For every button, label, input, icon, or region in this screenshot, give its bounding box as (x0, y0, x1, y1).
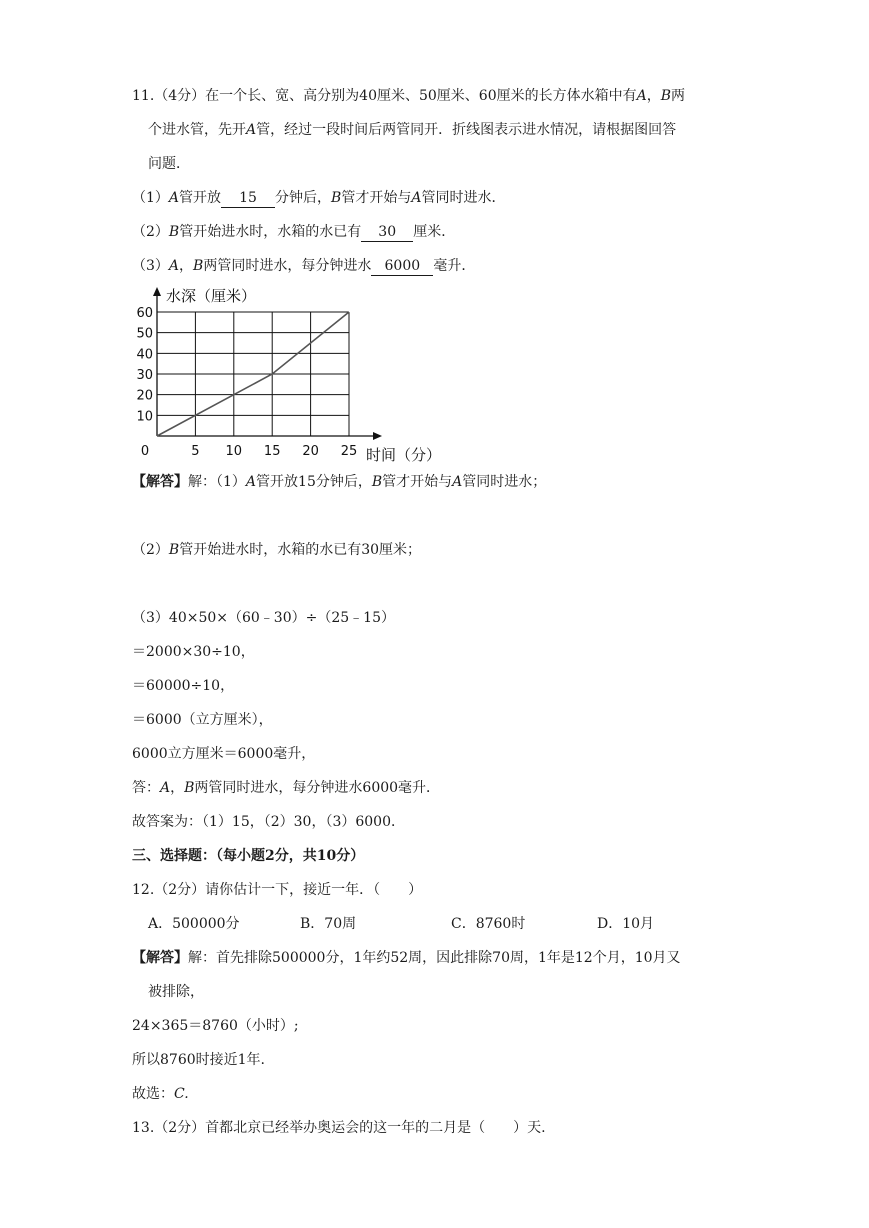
q11-text: 两管同时进水，每分钟进水 (203, 258, 372, 274)
pipe-b-label: B (331, 190, 342, 206)
answer-text: 管开始进水时，水箱的水已有30厘米； (179, 542, 422, 558)
q11-text: 个进水管，先开 (148, 122, 246, 138)
comma: ， (179, 258, 194, 274)
q11-text: 分钟后， (275, 190, 332, 206)
answer-11-line4: ＝2000×30÷10， (132, 644, 255, 660)
x-tick-label: 5 (191, 444, 200, 459)
answer-text: 解：（1） (188, 474, 246, 490)
answer-text: 管才开始与 (382, 474, 453, 490)
x-tick-label: 20 (302, 444, 319, 459)
y-tick-label: 40 (136, 347, 153, 363)
comma: ， (170, 780, 185, 796)
q11-part3 (132, 256, 475, 276)
x-axis-label: 时间（分） (366, 446, 442, 464)
comma: ， (646, 88, 661, 104)
answer-11-line6: ＝6000（立方厘米）， (132, 712, 273, 728)
pipe-a-label: A (245, 474, 257, 490)
pipe-a-label: A (168, 190, 180, 206)
q11-text: 厘米． (413, 224, 456, 240)
q11-text: 管开放 (179, 190, 222, 206)
q11-part1 (132, 188, 505, 208)
q12-option-a: A．500000分 (148, 916, 240, 932)
q12-stem: 12.（2分）请你估计一下，接近一年．（ ） (132, 882, 423, 898)
origin-label: 0 (140, 444, 150, 459)
y-axis-arrow (153, 287, 161, 296)
q13-stem: 13.（2分）首都北京已经举办奥运会的这一年的二月是（ ）天. (132, 1120, 546, 1136)
answer-blank-1: 15 (221, 189, 275, 208)
q11-stem-line2 (148, 120, 676, 140)
x-tick-label: 10 (225, 444, 243, 459)
x-tick-label: 15 (263, 444, 281, 459)
pipe-a-label: A (168, 258, 180, 274)
q11-text: 两 (671, 88, 686, 104)
answer-text: 解：首先排除500000分，1年约52周，因此排除70周，1年是12个月，10月又 (188, 950, 681, 966)
q11-stem-line1 (132, 86, 685, 106)
part-number: （3） (132, 258, 169, 274)
part-number: （1） (132, 190, 169, 206)
q11-text: 管才开始与 (341, 190, 412, 206)
water-depth-line-chart (136, 282, 460, 472)
answer-text: （2） (132, 542, 169, 558)
answer-choice: C. (174, 1086, 189, 1102)
answer-text: 管开放15分钟后， (256, 474, 372, 490)
q11-text: 毫升． (433, 258, 476, 274)
answer-text: 故选： (132, 1086, 174, 1102)
q12-option-c: C．8760时 (451, 916, 526, 932)
x-tick-label: 25 (340, 444, 358, 459)
y-tick-label: 10 (136, 409, 153, 425)
pipe-a-label: A (246, 122, 257, 138)
answer-11-line1 (132, 472, 546, 492)
pipe-b-label: B (184, 780, 195, 796)
y-tick-label: 60 (136, 306, 153, 321)
pipe-b-label: B (168, 224, 180, 240)
q12-option-b: B．70周 (300, 916, 357, 932)
q12-option-d: D．10月 (597, 916, 655, 932)
answer-12-line2: 被排除， (148, 984, 204, 1000)
q11-text: 管，经过一段时间后两管同开．折线图表示进水情况，请根据图回答 (256, 122, 677, 138)
answer-11-line8 (132, 778, 440, 798)
pipe-a-label: A (411, 190, 422, 206)
answer-tag: 【解答】 (132, 474, 188, 490)
part-number: （2） (132, 224, 169, 240)
pipe-b-label: B (168, 542, 180, 558)
y-tick-label: 50 (136, 326, 153, 342)
answer-11-line3: （3）40×50×（60﹣30）÷（25﹣15） (132, 610, 395, 626)
x-axis-arrow (373, 432, 382, 440)
section-heading: 三、选择题：（每小题2分，共10分） (132, 848, 365, 864)
answer-text: 管同时进水； (462, 474, 547, 490)
answer-11-line9: 故答案为：（1）15，（2）30，（3）6000． (132, 814, 405, 830)
pipe-a-label: A (160, 780, 171, 796)
answer-12-line3: 24×365＝8760（小时）; (132, 1018, 299, 1034)
y-tick-label: 20 (136, 388, 153, 404)
answer-11-line2 (132, 540, 421, 560)
q11-part2 (132, 222, 455, 242)
answer-12-line1 (132, 948, 681, 968)
y-tick-label: 30 (136, 368, 153, 383)
pipe-b-label: B (371, 474, 383, 490)
chart-axes (153, 287, 382, 440)
answer-blank-2: 30 (361, 223, 413, 242)
answer-text: 两管同时进水，每分钟进水6000毫升． (194, 780, 441, 796)
answer-12-line5 (132, 1084, 189, 1104)
q11-text: 管同时进水． (421, 190, 506, 206)
q11-text: 11.（4分）在一个长、宽、高分别为40厘米、50厘米、60厘米的长方体水箱中有 (132, 88, 637, 104)
answer-12-line4: 所以8760时接近1年. (132, 1052, 265, 1068)
y-axis-label: 水深（厘米） (166, 287, 257, 305)
pipe-b-label: B (660, 88, 672, 104)
pipe-b-label: B (193, 258, 204, 274)
q11-text: 管开始进水时，水箱的水已有 (179, 224, 362, 240)
answer-11-line5: ＝60000÷10， (132, 678, 235, 694)
answer-11-line7: 6000立方厘米＝6000毫升， (132, 746, 316, 762)
q11-stem-line3: 问题． (148, 156, 190, 172)
answer-blank-3: 6000 (371, 257, 433, 276)
answer-tag: 【解答】 (132, 950, 188, 966)
pipe-a-label: A (452, 474, 463, 490)
answer-text: 答： (132, 780, 160, 796)
pipe-a-label: A (636, 88, 647, 104)
chart-grid (157, 312, 349, 436)
